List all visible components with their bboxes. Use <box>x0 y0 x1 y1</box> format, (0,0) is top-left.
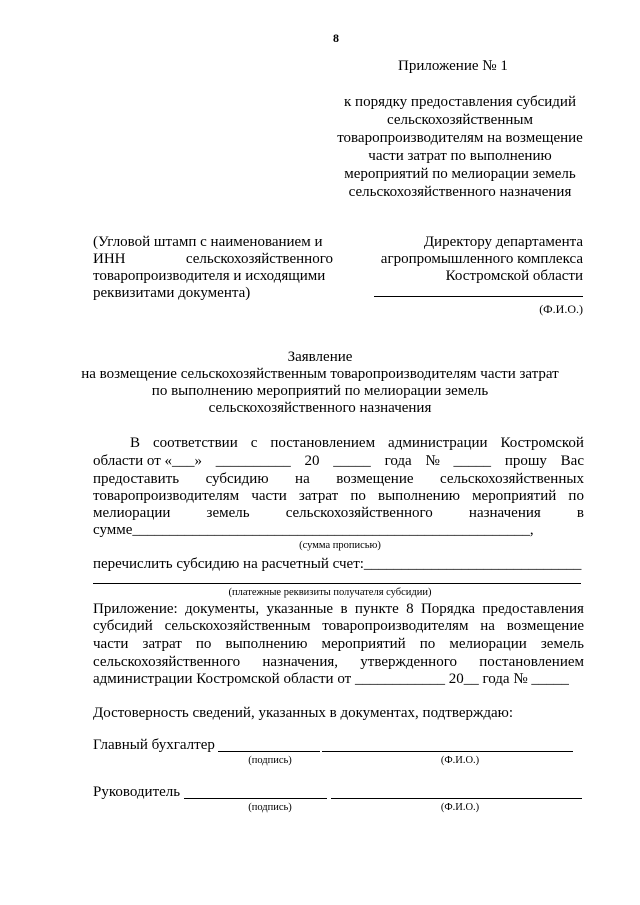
amount-caption: (сумма прописью) <box>299 540 381 551</box>
appendix-line: сельскохозяйственного назначения <box>348 184 572 200</box>
body-line <box>93 471 584 487</box>
body-word: земель <box>206 505 250 521</box>
attachment-line <box>93 601 584 617</box>
attachment-word: сельскохозяйственным <box>164 618 311 634</box>
statement-subtitle: по выполнению мероприятий по мелиорации земель <box>151 383 489 399</box>
body-line <box>93 453 584 469</box>
attachment-word: постановлением <box>479 654 584 670</box>
body-word: мелиорации <box>93 505 171 521</box>
attachment-word: мероприятий <box>321 636 406 652</box>
attachment-word: Порядка <box>420 601 476 617</box>
body-line <box>93 488 584 504</box>
attachment-line <box>93 636 584 652</box>
attachment-word: назначения, <box>262 654 339 670</box>
attachment-word: выполнению <box>225 636 308 652</box>
body-word: по <box>350 488 366 504</box>
body-word: сельскохозяйственных <box>440 471 584 487</box>
statement-title: Заявление <box>287 349 353 365</box>
fio-caption: (Ф.И.О.) <box>440 755 480 766</box>
attachment-word: утвержденного <box>360 654 457 670</box>
transfer-line: перечислить субсидию на расчетный счет:_____________________________ <box>93 556 582 572</box>
body-word: назначения <box>468 505 541 521</box>
stamp-line <box>93 251 333 267</box>
attachment-word: земель <box>540 636 584 652</box>
statement-subtitle: на возмещение сельскохозяйственным товаропроизводителям части затрат <box>81 366 559 382</box>
attachment-word: в <box>340 601 348 617</box>
appendix-line: товаропроизводителям на возмещение <box>337 130 583 146</box>
head-label: Руководитель <box>93 784 181 800</box>
body-word: прошу <box>504 453 547 469</box>
body-word: предоставить <box>93 471 180 487</box>
body-word: Костромской <box>500 435 584 451</box>
attachment-line <box>93 654 584 670</box>
body-word: области от «___» <box>93 453 202 469</box>
body-word: возмещение <box>336 471 414 487</box>
body-word: части <box>251 488 287 504</box>
appendix-line: к порядку предоставления субсидий <box>344 94 576 110</box>
addressee-fio-line <box>374 296 583 297</box>
addressee-line: Директору департамента <box>423 234 583 250</box>
body-word: № <box>425 453 440 469</box>
appendix-line: мероприятий по мелиорации земель <box>344 166 576 182</box>
body-word: соответствии <box>152 435 238 451</box>
body-word: года <box>384 453 412 469</box>
attachment-word: по <box>195 636 212 652</box>
attachment-word: на <box>480 618 495 634</box>
body-word: субсидию <box>205 471 269 487</box>
body-word: _____ <box>453 453 492 469</box>
body-word: постановлением <box>270 435 376 451</box>
attachment-word: Приложение: <box>93 601 178 617</box>
addressee-fio-caption: (Ф.И.О.) <box>539 302 583 316</box>
body-word: администрации <box>388 435 488 451</box>
bank-details-caption: (платежные реквизиты получателя субсидии) <box>228 587 432 598</box>
stamp-line: (Угловой штамп с наименованием и <box>93 234 323 250</box>
attachment-word: мелиорации <box>449 636 527 652</box>
attachment-word: части <box>93 636 129 652</box>
body-line <box>93 505 584 521</box>
confirmation-text: Достоверность сведений, указанных в документах, подтверждаю: <box>93 705 514 721</box>
head-signature-line <box>184 798 327 799</box>
attachment-line <box>93 618 584 634</box>
addressee-line: Костромской области <box>445 268 583 284</box>
attachment-word: по <box>419 636 436 652</box>
statement-subtitle: сельскохозяйственного назначения <box>208 400 432 416</box>
body-word: с <box>250 435 258 451</box>
body-word: сельскохозяйственного <box>285 505 433 521</box>
stamp-word: сельскохозяйственного <box>185 251 333 267</box>
fio-caption: (Ф.И.О.) <box>440 802 480 813</box>
attachment-word: пункте <box>354 601 399 617</box>
appendix-title: Приложение № 1 <box>398 58 508 74</box>
appendix-line: сельскохозяйственным <box>387 112 533 128</box>
body-word: В <box>130 435 141 451</box>
body-word: товаропроизводителям <box>93 488 240 504</box>
body-word: выполнению <box>378 488 460 504</box>
page-number: 8 <box>333 31 339 45</box>
body-word: затрат <box>298 488 339 504</box>
attachment-word: возмещение <box>506 618 584 634</box>
stamp-line: товаропроизводителя и исходящими <box>93 268 326 284</box>
amount-line: сумме_____________________________________________________, <box>93 522 534 538</box>
chief-accountant-fio-line <box>322 751 573 752</box>
body-word: мероприятий <box>472 488 557 504</box>
body-word: Вас <box>560 453 584 469</box>
body-word: __________ <box>215 453 291 469</box>
attachment-word: 8 <box>406 601 414 617</box>
addressee-line: агропромышленного комплекса <box>380 251 583 267</box>
body-line <box>130 435 584 451</box>
attachment-word: предоставления <box>482 601 584 617</box>
body-word: 20 <box>304 453 320 469</box>
body-word: _____ <box>333 453 371 469</box>
attachment-word: документы, <box>185 601 260 617</box>
attachment-word: товаропроизводителям <box>322 618 469 634</box>
appendix-line: части затрат по выполнению <box>368 148 552 164</box>
bank-details-line <box>93 583 581 584</box>
chief-accountant-label: Главный бухгалтер <box>93 737 215 753</box>
signature-caption: (подпись) <box>248 802 292 813</box>
stamp-word: ИНН <box>93 251 126 267</box>
body-word: по <box>568 488 584 504</box>
attachment-word: указанные <box>266 601 334 617</box>
stamp-line: реквизитами документа) <box>93 285 251 301</box>
body-word: в <box>576 505 584 521</box>
chief-accountant-signature-line <box>218 751 320 752</box>
head-fio-line <box>331 798 582 799</box>
body-word: на <box>295 471 310 487</box>
signature-caption: (подпись) <box>248 755 292 766</box>
attachment-word: субсидий <box>93 618 153 634</box>
attachment-word: сельскохозяйственного <box>93 654 241 670</box>
attachment-word: затрат <box>142 636 182 652</box>
attachment-line: администрации Костромской области от ____________ 20__ года № _____ <box>93 671 569 687</box>
